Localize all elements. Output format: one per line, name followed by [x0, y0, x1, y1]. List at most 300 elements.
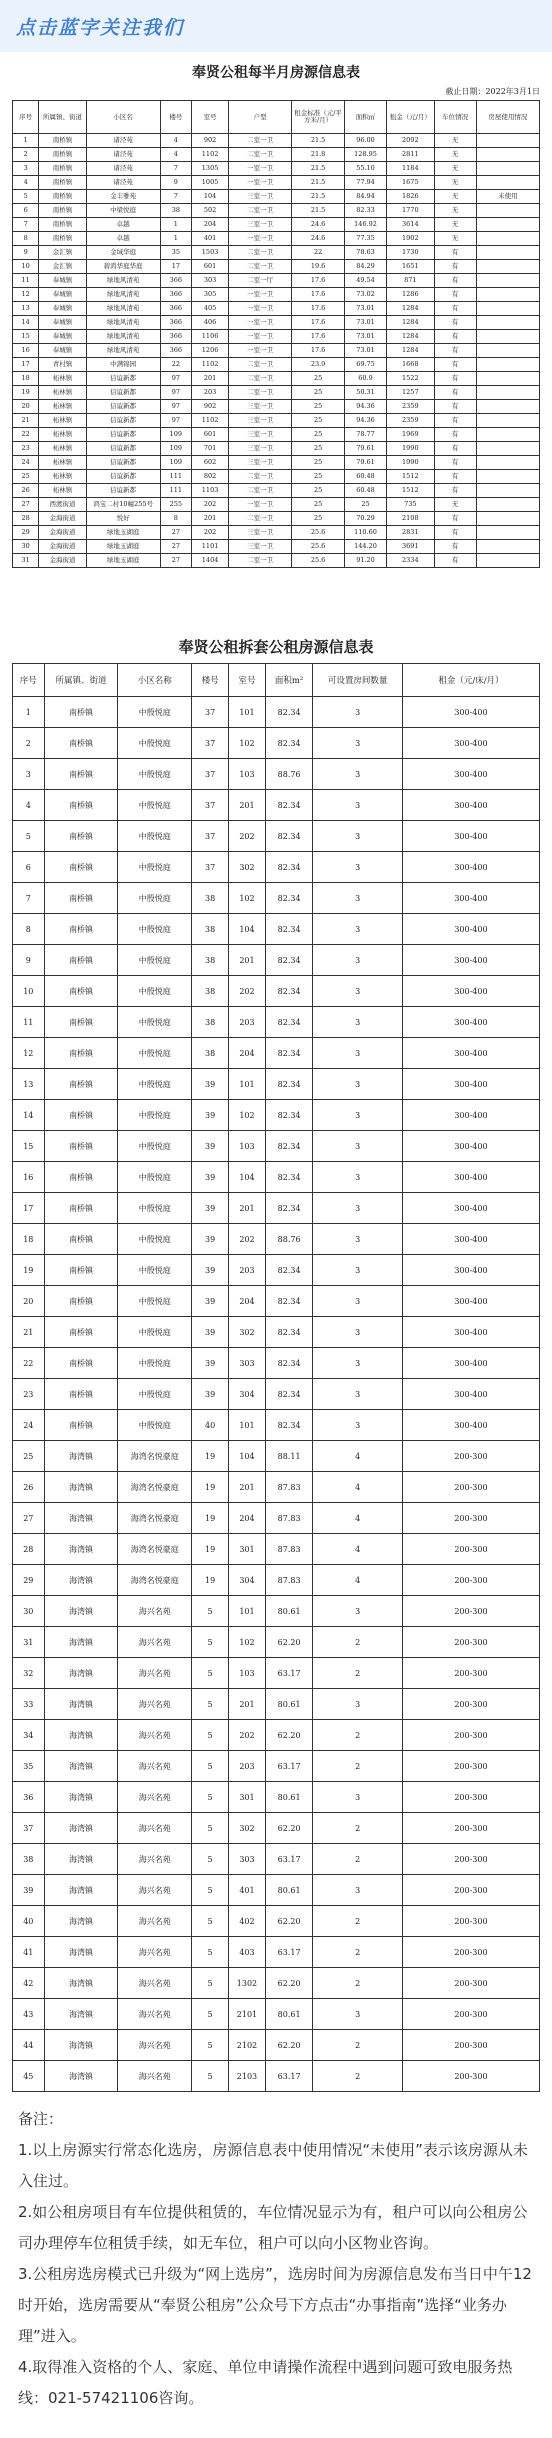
table-cell: 信谊新都 [86, 442, 160, 456]
table-cell: 300-400 [402, 759, 539, 790]
table-cell: 南桥镇 [39, 218, 86, 232]
table-cell: 5 [192, 1596, 229, 1627]
table-cell: 7 [13, 883, 45, 914]
table-cell: 信谊新都 [86, 400, 160, 414]
table-cell: 2 [313, 1720, 403, 1751]
table-cell: 有 [434, 414, 476, 428]
table-cell: 38 [192, 914, 229, 945]
table-cell: 南桥镇 [39, 148, 86, 162]
table-cell: 一室一卫 [229, 330, 292, 344]
table-cell: 62.20 [265, 1720, 312, 1751]
table-cell: 1101 [192, 540, 229, 554]
table-cell: 南桥镇 [44, 1379, 118, 1410]
table-cell: 1503 [192, 246, 229, 260]
table-row [13, 821, 540, 852]
table-cell: 200-300 [402, 1472, 539, 1503]
table-cell: 403 [229, 1937, 266, 1968]
table-cell: 87.83 [265, 1565, 312, 1596]
table-cell: 203 [229, 1007, 266, 1038]
table-cell: 25.6 [292, 540, 345, 554]
table-row [13, 1193, 540, 1224]
table-cell: 78.77 [344, 428, 386, 442]
table-cell: 三室一卫 [229, 400, 292, 414]
table-cell: 300-400 [402, 852, 539, 883]
table-cell: 金汇镇 [39, 246, 86, 260]
table-cell: 31 [13, 1627, 45, 1658]
table-cell: 一室一卫 [229, 498, 292, 512]
table-cell: 2 [313, 1627, 403, 1658]
table-cell [476, 204, 539, 218]
table-cell: 无 [434, 232, 476, 246]
table-cell: 1522 [387, 372, 434, 386]
table-cell: 300-400 [402, 1100, 539, 1131]
table-cell: 有 [434, 456, 476, 470]
table-cell: 10 [13, 976, 45, 1007]
table-cell: 海湾镇 [44, 1844, 118, 1875]
table-row [13, 1038, 540, 1069]
table-cell: 203 [192, 386, 229, 400]
table-cell: 1102 [192, 358, 229, 372]
table-cell: 4 [313, 1534, 403, 1565]
table-cell: 77.94 [344, 176, 386, 190]
table-cell: 300-400 [402, 1286, 539, 1317]
table-cell: 44 [13, 2030, 45, 2061]
table-cell: 69.75 [344, 358, 386, 372]
table-cell: 109 [160, 428, 192, 442]
table-cell: 38 [192, 945, 229, 976]
table-cell: 中殷悦庭 [118, 945, 192, 976]
table-cell: 601 [192, 260, 229, 274]
table-cell: 1102 [192, 414, 229, 428]
table-cell: 1284 [387, 302, 434, 316]
column-header: 楼号 [192, 664, 229, 697]
table-cell: 97 [160, 400, 192, 414]
table-row [13, 697, 540, 728]
table-cell: 60.48 [344, 484, 386, 498]
table-cell: 101 [229, 1596, 266, 1627]
table-cell: 3 [313, 1875, 403, 1906]
monthly-listing-section [0, 62, 552, 622]
table-cell: 柘林镇 [39, 386, 86, 400]
table-cell: 金汇镇 [39, 260, 86, 274]
table-cell: 信谊新都 [86, 456, 160, 470]
column-header: 面积m² [265, 664, 312, 697]
table-cell: 三室一卫 [229, 190, 292, 204]
table-cell: 海湾名悦豪庭 [118, 1534, 192, 1565]
table-cell: 中殷悦庭 [118, 1255, 192, 1286]
table-cell: 海湾名悦豪庭 [118, 1472, 192, 1503]
table-cell: 200-300 [402, 1875, 539, 1906]
table-row [13, 372, 540, 386]
table-cell: 302 [229, 1317, 266, 1348]
table-cell: 300-400 [402, 976, 539, 1007]
note-item: 1.以上房源实行常态化选房，房源信息表中使用情况“未使用”表示该房源从未入住过。 [18, 2141, 528, 2190]
table-cell: 海湾名悦豪庭 [118, 1441, 192, 1472]
table-cell: 一室一卫 [229, 302, 292, 316]
table-cell [476, 498, 539, 512]
table-cell: 41 [13, 1937, 45, 1968]
table-cell: 1902 [387, 232, 434, 246]
table-row [13, 512, 540, 526]
table-row [13, 1751, 540, 1782]
table-cell: 海兴名苑 [118, 1968, 192, 1999]
table-cell: 金海街道 [39, 554, 86, 568]
table-cell: 海湾镇 [44, 1565, 118, 1596]
table-cell: 中殷悦庭 [118, 1131, 192, 1162]
table-cell: 5 [192, 1999, 229, 2030]
table-cell: 201 [192, 372, 229, 386]
table-cell: 22 [160, 358, 192, 372]
table-cell: 南桥镇 [44, 1162, 118, 1193]
table-cell: 502 [192, 204, 229, 218]
table-cell: 信谊新都 [86, 372, 160, 386]
table-header-row [13, 101, 540, 134]
table-cell: 7 [160, 162, 192, 176]
table-cell: 1826 [387, 190, 434, 204]
table-cell: 4 [313, 1441, 403, 1472]
table-cell: 82.34 [265, 1410, 312, 1441]
table-row [13, 316, 540, 330]
table-cell [476, 484, 539, 498]
note-item: 4.取得准入资格的个人、家庭、单位申请操作流程中遇到问题可致电服务热线：021-57421106咨询。 [18, 2358, 513, 2407]
table-cell: 62.20 [265, 1813, 312, 1844]
table-cell: 三室一卫 [229, 414, 292, 428]
table-cell: 21.5 [292, 204, 345, 218]
table-cell: 5 [13, 190, 39, 204]
table-row [13, 1534, 540, 1565]
table-cell: 2 [313, 1937, 403, 1968]
table-cell: 海湾镇 [44, 1689, 118, 1720]
table-cell: 36 [13, 1782, 45, 1813]
table-cell [476, 218, 539, 232]
table-cell: 23.9 [292, 358, 345, 372]
table-cell: 87.83 [265, 1503, 312, 1534]
table-cell: 诸泾苑 [86, 162, 160, 176]
table-cell: 29 [13, 526, 39, 540]
table-cell: 82.34 [265, 1162, 312, 1193]
table-cell: 406 [192, 316, 229, 330]
table-cell: 3 [313, 1007, 403, 1038]
table-row [13, 1875, 540, 1906]
table-cell: 4 [13, 790, 45, 821]
table-cell: 海湾镇 [44, 1720, 118, 1751]
table-cell: 3 [313, 728, 403, 759]
table-cell: 300-400 [402, 1379, 539, 1410]
table-cell: 信谊新都 [86, 428, 160, 442]
table-cell: 200-300 [402, 1751, 539, 1782]
table-cell: 奉城镇 [39, 330, 86, 344]
table-cell: 柘林镇 [39, 484, 86, 498]
table-cell: 3 [313, 1131, 403, 1162]
table-cell: 3 [313, 976, 403, 1007]
column-header: 楼号 [160, 101, 192, 134]
table-cell: 二室一卫 [229, 484, 292, 498]
table-cell: 2 [313, 1813, 403, 1844]
column-header: 户型 [229, 101, 292, 134]
table-cell: 200-300 [402, 1813, 539, 1844]
table-row [13, 1844, 540, 1875]
table-cell: 22 [292, 246, 345, 260]
table-cell: 20 [13, 1286, 45, 1317]
table-cell: 3 [313, 945, 403, 976]
table-cell: 2359 [387, 400, 434, 414]
table-cell: 39 [192, 1379, 229, 1410]
table-cell: 39 [192, 1317, 229, 1348]
table-cell: 有 [434, 540, 476, 554]
table-cell: 17 [160, 260, 192, 274]
table-cell: 柘林镇 [39, 456, 86, 470]
table-cell: 2 [313, 1658, 403, 1689]
table-cell: 1770 [387, 204, 434, 218]
table-cell: 200-300 [402, 1503, 539, 1534]
table-cell: 25 [292, 484, 345, 498]
table-cell: 80.61 [265, 1596, 312, 1627]
table-row [13, 728, 540, 759]
table-row [13, 1441, 540, 1472]
table-cell: 201 [229, 1193, 266, 1224]
table-cell: 中满锦园 [86, 358, 160, 372]
table-cell: 84.94 [344, 190, 386, 204]
table-cell: 中殷悦庭 [118, 1007, 192, 1038]
table-cell: 有 [434, 358, 476, 372]
table-row [13, 260, 540, 274]
table-row [13, 1069, 540, 1100]
note-item: 2.如公租房项目有车位提供租赁的，车位情况显示为有，租户可以向公租房公司办理停车位租赁手续，如无车位，租户可以向小区物业咨询。 [18, 2203, 528, 2252]
table-cell: 5 [192, 2061, 229, 2092]
table-cell: 3 [313, 1317, 403, 1348]
table-cell: 3 [313, 1069, 403, 1100]
table-cell: 有 [434, 470, 476, 484]
table-cell: 80.61 [265, 1875, 312, 1906]
follow-banner[interactable] [0, 0, 552, 52]
table-cell: 2811 [387, 148, 434, 162]
table-cell: 8 [13, 914, 45, 945]
table-cell [476, 134, 539, 148]
table-row [13, 852, 540, 883]
table-cell: 柘林镇 [39, 400, 86, 414]
table-cell: 3 [313, 1782, 403, 1813]
table-cell: 38 [192, 883, 229, 914]
table-cell: 无 [434, 162, 476, 176]
column-header: 所属镇、街道 [39, 101, 86, 134]
table-cell: 21.5 [292, 176, 345, 190]
table-cell: 悦好 [86, 512, 160, 526]
table-cell: 80.61 [265, 1999, 312, 2030]
table-cell: 1 [13, 697, 45, 728]
column-header: 小区名 [86, 101, 160, 134]
table-cell: 一室一卫 [229, 344, 292, 358]
table-cell: 2102 [229, 2030, 266, 2061]
follow-banner-text[interactable]: 点击蓝字关注我们 [16, 16, 185, 39]
table-cell: 15 [13, 1131, 45, 1162]
table-cell: 1 [13, 134, 39, 148]
table-cell: 39 [192, 1348, 229, 1379]
table-cell: 诸泾苑 [86, 148, 160, 162]
table-cell: 金丰雅苑 [86, 190, 160, 204]
table-cell: 无 [434, 498, 476, 512]
table-cell: 25 [292, 386, 345, 400]
table-cell: 17.6 [292, 274, 345, 288]
table-cell: 3 [13, 162, 39, 176]
column-header: 可设置房间数量 [313, 664, 403, 697]
table-cell: 111 [160, 470, 192, 484]
table-cell: 21.5 [292, 190, 345, 204]
table-cell: 102 [229, 1627, 266, 1658]
table-cell: 有 [434, 442, 476, 456]
table-cell: 17.6 [292, 288, 345, 302]
table-cell: 5 [192, 1937, 229, 1968]
table-cell: 201 [229, 790, 266, 821]
table-cell: 三室一卫 [229, 540, 292, 554]
table-cell: 中殷悦庭 [118, 759, 192, 790]
table-cell: 63.17 [265, 1937, 312, 1968]
table-cell: 13 [13, 1069, 45, 1100]
column-header: 租金（元/床/月） [402, 664, 539, 697]
table-cell: 200-300 [402, 1844, 539, 1875]
monthly-listing-table [12, 100, 540, 568]
table-cell [476, 246, 539, 260]
table-cell: 南桥镇 [44, 1224, 118, 1255]
table-cell: 信谊新都 [86, 386, 160, 400]
table-cell: 82.34 [265, 883, 312, 914]
column-header: 室号 [229, 664, 266, 697]
table-cell: 诸泾苑 [86, 176, 160, 190]
table-cell: 304 [229, 1379, 266, 1410]
table-cell: 300-400 [402, 697, 539, 728]
table-cell: 101 [229, 1410, 266, 1441]
table-cell: 8 [13, 232, 39, 246]
table-cell: 3 [313, 914, 403, 945]
table-cell: 海兴名苑 [118, 1906, 192, 1937]
table-cell: 南桥镇 [44, 1286, 118, 1317]
table-cell: 三室一卫 [229, 218, 292, 232]
table-cell: 海湾镇 [44, 1999, 118, 2030]
table-cell: 南桥镇 [44, 728, 118, 759]
table-cell: 62.20 [265, 2030, 312, 2061]
table-cell: 11 [13, 274, 39, 288]
table-cell: 301 [229, 1534, 266, 1565]
table-cell: 2 [313, 2061, 403, 2092]
table-cell: 柘林镇 [39, 414, 86, 428]
table-cell: 4 [13, 176, 39, 190]
table-cell [476, 400, 539, 414]
table-cell: 卓越 [86, 232, 160, 246]
table-cell [476, 302, 539, 316]
table-cell: 中殷悦庭 [118, 976, 192, 1007]
table-cell: 39 [192, 1286, 229, 1317]
table-cell: 6 [13, 204, 39, 218]
table-row [13, 914, 540, 945]
table-cell: 24 [13, 456, 39, 470]
table-cell: 200-300 [402, 1999, 539, 2030]
table-cell: 12 [13, 1038, 45, 1069]
table-cell: 3 [313, 1410, 403, 1441]
table-cell: 73.01 [344, 344, 386, 358]
table-cell: 21.5 [292, 162, 345, 176]
table-cell: 南桥镇 [44, 976, 118, 1007]
table-cell: 401 [192, 232, 229, 246]
table-cell: 300-400 [402, 1255, 539, 1286]
table-cell: 一室一卫 [229, 176, 292, 190]
table-cell: 青村镇 [39, 358, 86, 372]
table-cell: 中殷悦庭 [118, 697, 192, 728]
column-header: 面积㎡ [344, 101, 386, 134]
table-cell: 2 [313, 1751, 403, 1782]
table-cell: 柘林镇 [39, 442, 86, 456]
table-cell: 110.60 [344, 526, 386, 540]
table-cell: 一室一卫 [229, 316, 292, 330]
table-cell: 82.34 [265, 914, 312, 945]
table-cell: 43 [13, 1999, 45, 2030]
table-cell: 37 [13, 1813, 45, 1844]
table-cell: 5 [192, 1906, 229, 1937]
table-row [13, 162, 540, 176]
table-row [13, 1999, 540, 2030]
table-cell: 25 [292, 498, 345, 512]
table-cell: 73.01 [344, 302, 386, 316]
table-cell: 19 [192, 1441, 229, 1472]
table-cell: 1404 [192, 554, 229, 568]
table-cell: 1286 [387, 288, 434, 302]
notes-section [0, 2092, 552, 2414]
table-cell: 金海街道 [39, 512, 86, 526]
table-cell: 24 [13, 1410, 45, 1441]
table-cell: 366 [160, 288, 192, 302]
table-cell: 1512 [387, 484, 434, 498]
table-row [13, 1410, 540, 1441]
table-cell: 26 [13, 1472, 45, 1503]
table-cell: 7 [13, 218, 39, 232]
table-cell: 1184 [387, 162, 434, 176]
table-cell: 绿地玉湖庭 [86, 526, 160, 540]
table-cell: 中殷悦庭 [118, 1379, 192, 1410]
table-cell: 3 [313, 697, 403, 728]
table-cell: 204 [229, 1038, 266, 1069]
table-cell: 21 [13, 1317, 45, 1348]
table-cell: 102 [229, 1100, 266, 1131]
table-row [13, 1782, 540, 1813]
table-cell: 82.34 [265, 1379, 312, 1410]
table-cell: 1102 [192, 148, 229, 162]
table-cell: 602 [192, 456, 229, 470]
table-cell: 255 [160, 498, 192, 512]
table-cell: 300-400 [402, 1007, 539, 1038]
table-cell: 绿地风清苑 [86, 274, 160, 288]
table-cell: 94.36 [344, 400, 386, 414]
table-cell: 735 [387, 498, 434, 512]
table-row [13, 456, 540, 470]
table-cell: 82.34 [265, 821, 312, 852]
table-cell [476, 442, 539, 456]
table-cell: 37 [192, 852, 229, 883]
table-cell: 3 [313, 852, 403, 883]
table-cell: 2103 [229, 2061, 266, 2092]
table-cell: 366 [160, 302, 192, 316]
table-cell: 海兴名苑 [118, 1751, 192, 1782]
table-cell: 300-400 [402, 821, 539, 852]
table-cell: 二室一卫 [229, 512, 292, 526]
table-cell: 1 [160, 218, 192, 232]
table-cell: 中殷悦庭 [118, 883, 192, 914]
table-cell: 中殷悦庭 [118, 852, 192, 883]
table-row [13, 134, 540, 148]
table-cell: 5 [192, 1782, 229, 1813]
table-cell: 二室一卫 [229, 148, 292, 162]
table-cell: 1730 [387, 246, 434, 260]
table-cell: 中殷悦庭 [118, 728, 192, 759]
table-cell: 信谊新都 [86, 470, 160, 484]
table-row [13, 414, 540, 428]
